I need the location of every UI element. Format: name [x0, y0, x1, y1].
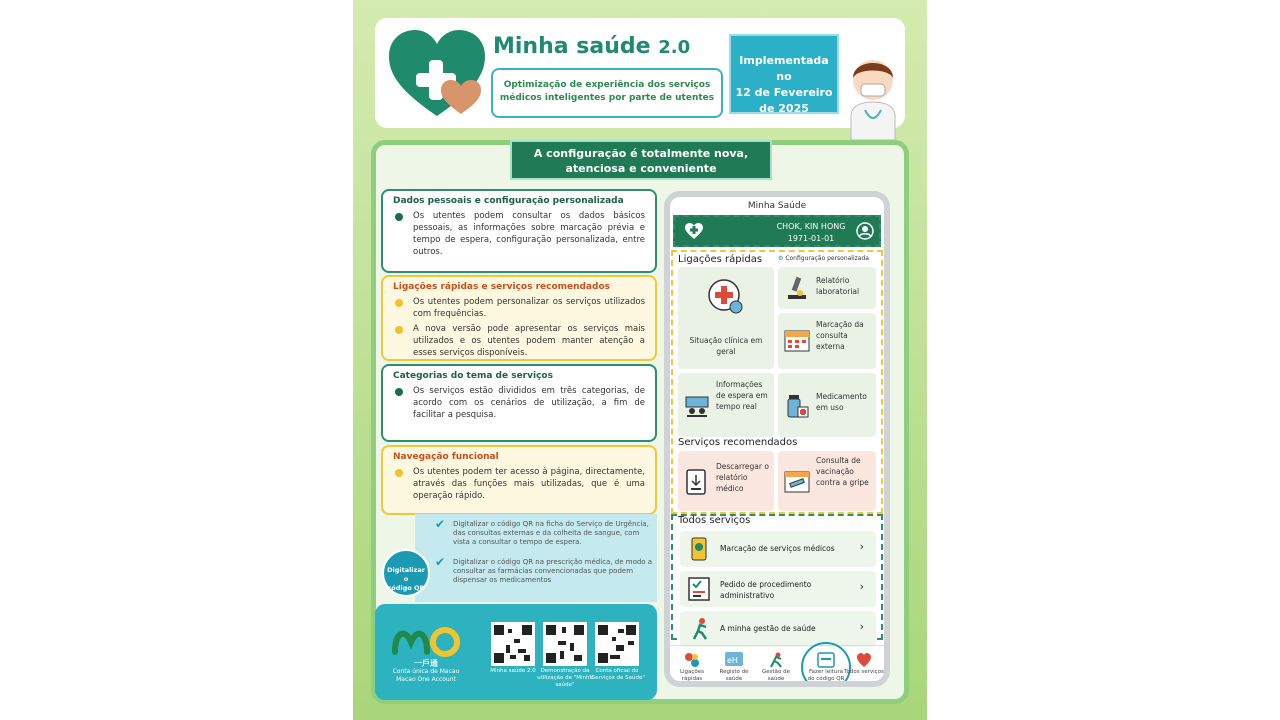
download-document-icon	[684, 469, 708, 495]
feature-navigation	[381, 445, 657, 515]
app-title: Minha Saúde	[747, 201, 807, 211]
all-services-icon	[844, 652, 884, 668]
chevron-right-icon: ›	[859, 580, 864, 593]
chevron-right-icon: ›	[859, 540, 864, 553]
quick-links-title: Ligações rápidas	[678, 254, 763, 265]
vaccine-calendar-icon	[784, 469, 810, 493]
tile-medication[interactable]: Medicamento em uso	[778, 373, 876, 437]
feature-point: Os serviços estão divididos em três categorias, de acordo com os cenários de utilização, a fim de facilitar a pesquisa.	[393, 385, 645, 421]
scan-qr-badge: Digitalizar o código QR	[382, 549, 430, 597]
feature-point: Os utentes podem ter acesso à página, directamente, através das funções mais utilizadas, que é uma operação rápido.	[393, 466, 645, 502]
logo-caption: 一戶通 Conta única de Macau Macao One Account	[392, 659, 460, 683]
gear-icon: ⚙	[778, 255, 784, 262]
row-admin-request[interactable]: Pedido de procedimento administrativo ›	[680, 571, 876, 607]
qr-item: ✔ Digitalizar o código QR na ficha do Serviço de Urgência, das consultas externas e da colheita de sangue, com vista a consultar o tempo de espera.	[435, 517, 649, 546]
qr-label: Minha saúde 2.0	[490, 668, 536, 674]
svg-text:eH: eH	[727, 656, 738, 665]
qr-label: Conta oficial do "Serviços de Saúde"	[589, 668, 645, 681]
feature-title: Categorias do tema de serviços	[393, 371, 553, 381]
row-health-management[interactable]: A minha gestão de saúde ›	[680, 611, 876, 647]
footer	[375, 604, 657, 700]
check-icon: ✔	[435, 517, 446, 531]
qr-label: Demonstração da utilização de "Minha saúde"	[537, 668, 593, 688]
page-title: Minha saúde 2.0	[493, 34, 691, 59]
feature-personal-data	[381, 189, 657, 273]
config-link[interactable]: ⚙ Configuração personalizada	[778, 255, 869, 262]
medicine-icon	[784, 393, 810, 419]
quick-links-icon	[672, 652, 712, 668]
section-banner: A configuração é totalmente nova, atenciosa e conveniente	[510, 140, 772, 180]
poster	[353, 0, 927, 720]
bottom-nav	[670, 645, 884, 687]
qr-scan-icon	[806, 652, 846, 668]
tile-appointment[interactable]: Marcação da consulta externa	[778, 313, 876, 369]
feature-title: Dados pessoais e configuração personalizada	[393, 196, 624, 206]
feature-point: A nova versão pode apresentar os serviços mais utilizados e os utentes podem manter atenção a esses serviços disponíveis.	[393, 323, 645, 359]
tile-clinical-situation[interactable]: Situação clínica em geral	[678, 267, 774, 369]
qr-code-demo-icon[interactable]	[543, 622, 587, 666]
nav-health-record[interactable]: eH Registo de saúde	[714, 652, 754, 683]
health-management-icon	[756, 652, 796, 668]
check-icon: ✔	[435, 555, 446, 569]
nav-health-management[interactable]: Gestão de saúde	[756, 652, 796, 683]
tile-waiting-info[interactable]: Informações de espera em tempo real	[678, 373, 774, 437]
macao-one-account-logo-icon	[391, 622, 461, 662]
user-profile-icon[interactable]	[855, 221, 875, 241]
feature-point: Os utentes podem personalizar os serviços utilizados com frequências.	[393, 296, 645, 320]
checklist-icon	[688, 577, 712, 601]
subtitle-box: Optimização de experiência dos serviços médicos inteligentes por parte de utentes	[491, 68, 723, 118]
ehr-icon	[714, 652, 754, 668]
implementation-date-badge: Implementada no 12 de Fevereiro de 2025	[729, 34, 839, 114]
qr-info-box	[415, 514, 657, 602]
waiting-room-icon	[684, 393, 710, 419]
feature-title: Ligações rápidas e serviços recomendados	[393, 282, 611, 292]
phone-mockup	[664, 191, 890, 687]
all-services-title: Todos serviços	[678, 515, 751, 526]
tile-download-report[interactable]: Descarregar o relatório médico	[678, 451, 774, 511]
nav-quick-links[interactable]: Ligações rápidas	[672, 652, 712, 683]
user-bar	[673, 215, 881, 247]
phone-booking-icon	[688, 537, 710, 561]
running-person-icon	[688, 617, 712, 641]
nav-all-services[interactable]: Todos serviços	[844, 652, 884, 676]
feature-point: Os utentes podem consultar os dados básicos pessoais, as informações sobre marcação prévia e tempo de espera, configuração personalizada, entre outros.	[393, 210, 645, 258]
heart-icon	[685, 223, 703, 239]
chevron-right-icon: ›	[859, 620, 864, 633]
feature-categories	[381, 364, 657, 442]
user-info: CHOK, KIN HONG 1971-01-01	[776, 222, 846, 243]
calendar-icon	[784, 327, 810, 353]
tile-lab-report[interactable]: Relatório laboratorial	[778, 267, 876, 309]
recommended-title: Serviços recomendados	[678, 437, 798, 448]
row-medical-booking[interactable]: Marcação de serviços médicos ›	[680, 531, 876, 567]
doctor-illustration-icon	[843, 50, 903, 144]
tile-flu-vaccine[interactable]: Consulta de vacinação contra a gripe	[778, 451, 876, 511]
header-card	[375, 18, 905, 128]
feature-quick-links	[381, 275, 657, 361]
qr-item: ✔ Digitalizar o código QR na prescrição médica, de modo a consultar as farmácias convencionadas que podem dispensar os medicamentos	[435, 555, 653, 584]
feature-title: Navegação funcional	[393, 452, 499, 462]
nav-scan-qr[interactable]: Fazer leitura do código QR	[806, 652, 846, 683]
heart-logo-icon	[389, 30, 489, 124]
medical-cross-icon	[708, 279, 744, 315]
qr-code-official-icon[interactable]	[595, 622, 639, 666]
qr-code-minha-saude-icon[interactable]	[491, 622, 535, 666]
microscope-icon	[786, 275, 808, 301]
